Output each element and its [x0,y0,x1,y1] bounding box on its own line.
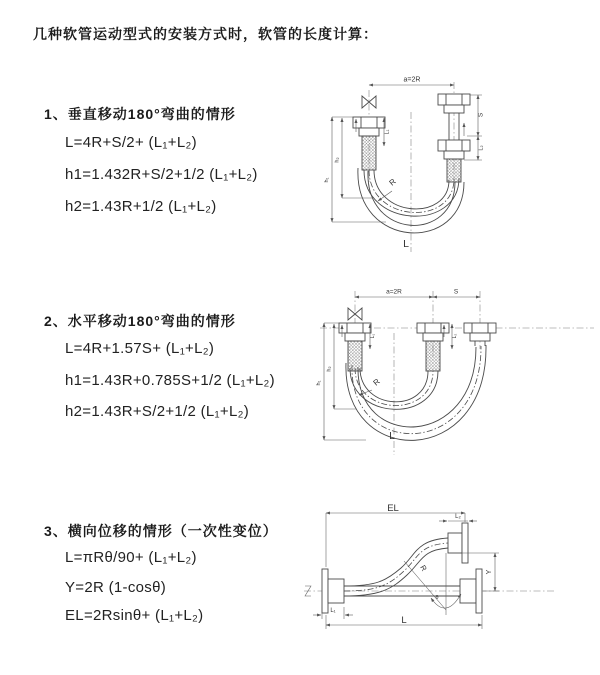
dimension-EL [326,503,465,567]
theta-label: θ [435,595,439,601]
section3-heading: 3、横向位移的情形（一次性变位） [44,523,278,539]
L-label: L [403,238,409,250]
centerlines [369,82,454,252]
a2R-label: a=2R [386,288,402,296]
left-fitting [353,117,385,170]
left-fitting [339,323,371,371]
L-label: L [389,431,395,442]
section1-formula-h1: h1=1.432R+S/2+1/2 (L₁+L₂) [65,166,258,183]
section2-formula-h2: h2=1.43R+S/2+1/2 (L₁+L₂) [65,403,250,420]
braid-sleeve [362,136,376,170]
braid-sleeve [426,341,440,371]
dimension-a2R [369,77,454,86]
h2-label: h₂ [326,366,333,372]
left-fitting [322,569,344,613]
section1-heading: 1、垂直移动180°弯曲的情形 [44,106,236,122]
hose-curves [344,538,448,596]
braid-sleeve [348,341,362,371]
a2R-label: a=2R [403,76,421,84]
diagram-vertical-180-bend [312,70,597,265]
centerlines [320,288,594,455]
L1-label: L₁ [370,333,376,339]
dimension-L [326,615,482,629]
dimension-L2 [478,136,485,160]
page-title: 几种软管运动型式的安装方式时，软管的长度计算： [33,26,378,42]
section2-formula-h1: h1=1.43R+0.785S+1/2 (L₁+L₂) [65,372,275,389]
dimension-L2 [439,514,477,521]
hose-curves [346,345,486,440]
L2-label: L₂ [478,145,485,151]
h1-label: h₁ [324,177,330,183]
L1-label: L₁ [384,129,391,135]
S-label: S [453,288,459,296]
section1-formula-L: L=4R+S/2+ (L₁+L₂) [65,134,197,151]
Y-label: Y [486,569,493,575]
L2-label: L₂ [455,514,461,520]
dimension-S [433,289,480,298]
raised-fitting [448,523,468,563]
radius-callout [378,177,398,201]
L-label: L [401,615,407,626]
right-fitting [464,323,496,346]
dimension-a2R [355,289,433,298]
section1-formula-h2: h2=1.43R+1/2 (L₁+L₂) [65,198,217,215]
section2-heading: 2、水平移动180°弯曲的情形 [44,313,236,329]
R-label: R [387,176,398,188]
L1-label: L₁ [330,608,336,614]
h2-label: h₂ [334,157,341,163]
angle-construction [404,553,461,615]
EL-label: EL [387,503,399,514]
section3-formula-L: L=πRθ/90+ (L₁+L₂) [65,549,197,566]
section3-formula-EL: EL=2Rsinθ+ (L₁+L₂) [65,607,204,624]
S-label: S [477,112,485,118]
h1-label: h₁ [316,380,322,386]
R-label: R [418,563,429,573]
R-label: R [371,376,382,388]
section3-formula-Y: Y=2R (1-cosθ) [65,579,167,596]
dimension-L1 [313,607,353,619]
L2-label: L₂ [452,333,458,339]
section2-formula-L: L=4R+1.57S+ (L₁+L₂) [65,340,215,357]
diagram-horizontal-180-bend [308,283,598,463]
right-fitting [460,569,482,613]
diagram-lateral-displacement [298,503,598,658]
braid-sleeve [447,159,461,182]
